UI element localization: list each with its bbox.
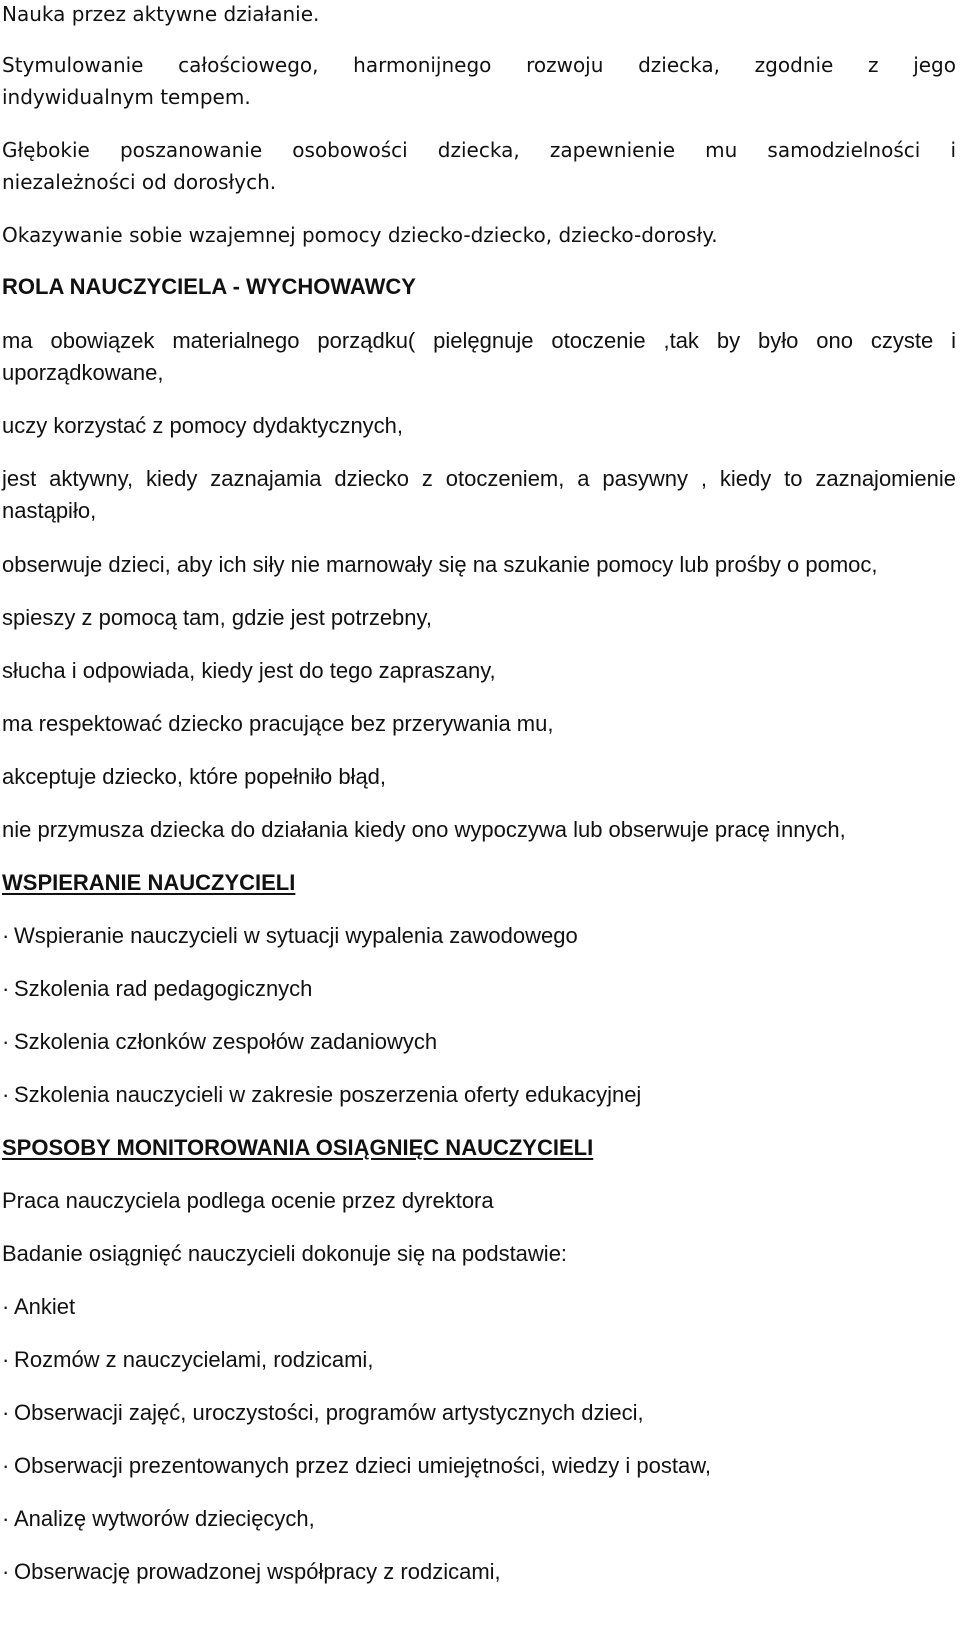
sposoby-list-item xyxy=(2,1400,956,1426)
bullet-glyph: · xyxy=(2,1453,10,1478)
bullet-glyph: · xyxy=(2,1559,10,1584)
rola-paragraph-7: ma respektować dziecko pracujące bez przerywania mu, xyxy=(2,711,554,736)
sposoby-list-item xyxy=(2,1347,956,1373)
rola-paragraph-3b: nastąpiło, xyxy=(2,498,97,523)
rola-paragraph-3a: jest aktywny, kiedy zaznajamia dziecko z otoczeniem, a pasywny , kiedy to zaznajomienie xyxy=(2,466,956,491)
sposoby-item-text: Rozmów z nauczycielami, rodzicami, xyxy=(14,1347,374,1372)
intro-line-3a: Głębokie poszanowanie osobowości dziecka, zapewnienie mu samodzielności i xyxy=(2,138,956,162)
wspieranie-list-item xyxy=(2,976,956,1002)
bullet-glyph: · xyxy=(2,976,10,1001)
wspieranie-item-text: Szkolenia nauczycieli w zakresie poszerzenia oferty edukacyjnej xyxy=(14,1082,642,1107)
sposoby-item-text: Analizę wytworów dziecięcych, xyxy=(14,1506,315,1531)
bullet-glyph: · xyxy=(2,1506,10,1531)
sposoby-list-item xyxy=(2,1506,956,1532)
sposoby-list-item xyxy=(2,1453,956,1479)
rola-paragraph-8: akceptuje dziecko, które popełniło błąd, xyxy=(2,764,387,789)
bullet-glyph: · xyxy=(2,1347,10,1372)
wspieranie-item-text: Szkolenia członków zespołów zadaniowych xyxy=(14,1029,438,1054)
sposoby-paragraph-1: Praca nauczyciela podlega ocenie przez dyrektora xyxy=(2,1188,494,1213)
sposoby-list-item xyxy=(2,1559,956,1585)
intro-line-1: Nauka przez aktywne działanie. xyxy=(2,2,320,26)
wspieranie-list-item xyxy=(2,1082,956,1108)
wspieranie-list-item xyxy=(2,923,956,949)
rola-paragraph-2: uczy korzystać z pomocy dydaktycznych, xyxy=(2,413,404,438)
rola-paragraph-4: obserwuje dzieci, aby ich siły nie marnowały się na szukanie pomocy lub prośby o pomoc, xyxy=(2,552,878,577)
section-heading-wspieranie: WSPIERANIE NAUCZYCIELI xyxy=(2,870,296,895)
rola-paragraph-1a: ma obowiązek materialnego porządku( pielęgnuje otoczenie ,tak by było ono czyste i xyxy=(2,328,956,353)
intro-line-3b: niezależności od dorosłych. xyxy=(2,170,277,194)
wspieranie-list-item xyxy=(2,1029,956,1055)
rola-paragraph-6: słucha i odpowiada, kiedy jest do tego zapraszany, xyxy=(2,658,496,683)
bullet-glyph: · xyxy=(2,923,10,948)
bullet-glyph: · xyxy=(2,1400,10,1425)
sposoby-item-text: Obserwacji zajęć, uroczystości, programów artystycznych dzieci, xyxy=(14,1400,644,1425)
bullet-glyph: · xyxy=(2,1294,10,1319)
bullet-glyph: · xyxy=(2,1029,10,1054)
rola-paragraph-5: spieszy z pomocą tam, gdzie jest potrzebny, xyxy=(2,605,433,630)
intro-line-4: Okazywanie sobie wzajemnej pomocy dziecko-dziecko, dziecko-dorosły. xyxy=(2,223,718,247)
intro-line-2a: Stymulowanie całościowego, harmonijnego rozwoju dziecka, zgodnie z jego xyxy=(2,53,956,77)
wspieranie-item-text: Wspieranie nauczycieli w sytuacji wypalenia zawodowego xyxy=(14,923,578,948)
sposoby-item-text: Obserwację prowadzonej współpracy z rodzicami, xyxy=(14,1559,501,1584)
intro-line-2b: indywidualnym tempem. xyxy=(2,85,251,109)
bullet-glyph: · xyxy=(2,1082,10,1107)
section-heading-rola: ROLA NAUCZYCIELA - WYCHOWAWCY xyxy=(2,274,416,299)
sposoby-list-item xyxy=(2,1294,956,1320)
section-heading-sposoby: SPOSOBY MONITOROWANIA OSIĄGNIĘC NAUCZYCIELI xyxy=(2,1135,594,1160)
sposoby-item-text: Ankiet xyxy=(14,1294,76,1319)
rola-paragraph-9: nie przymusza dziecka do działania kiedy ono wypoczywa lub obserwuje pracę innych, xyxy=(2,817,846,842)
wspieranie-item-text: Szkolenia rad pedagogicznych xyxy=(14,976,313,1001)
sposoby-item-text: Obserwacji prezentowanych przez dzieci umiejętności, wiedzy i postaw, xyxy=(14,1453,711,1478)
rola-paragraph-1b: uporządkowane, xyxy=(2,360,164,385)
sposoby-paragraph-2: Badanie osiągnięć nauczycieli dokonuje się na podstawie: xyxy=(2,1241,568,1266)
